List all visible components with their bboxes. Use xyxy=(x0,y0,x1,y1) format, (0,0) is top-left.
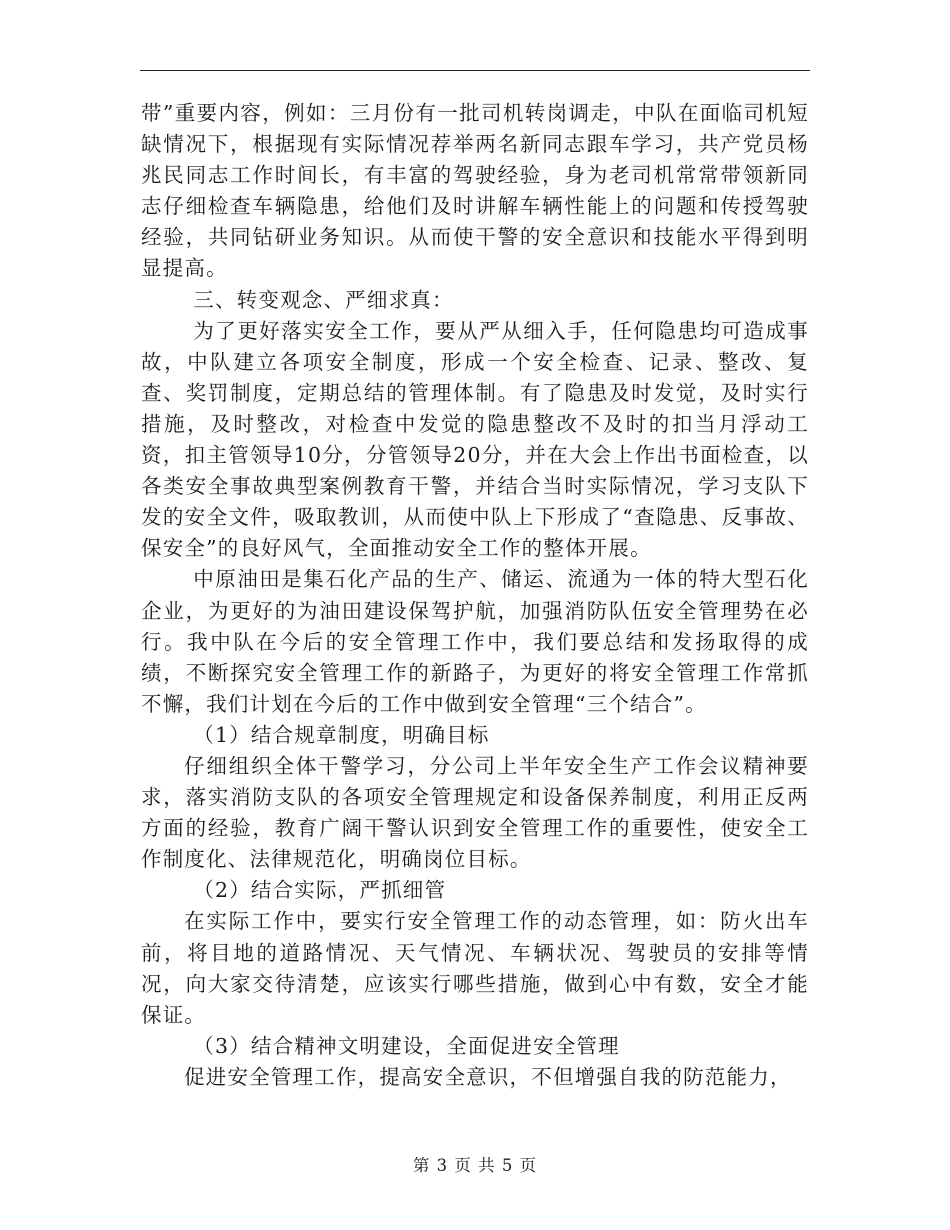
paragraph: 中原油田是集石化产品的生产、储运、流通为一体的特大型石化企业，为更好的为油田建设保驾护航，加强消防队伍安全管理势在必行。我中队在今后的安全管理工作中，我们要总结和发扬取得的成绩，不断探究安全管理工作的新路子，为更好的将安全管理工作常抓不懈，我们计划在今后的工作中做到安全管理“三个结合”。 xyxy=(141,567,809,716)
paragraph: 促进安全管理工作，提高安全意识，不但增强自我的防范能力， xyxy=(184,1064,792,1089)
subheading: （3）结合精神文明建设，全面促进安全管理 xyxy=(193,1033,620,1058)
body-text xyxy=(141,98,809,1093)
subheading: （2）结合实际，严抓细管 xyxy=(193,878,447,903)
header-rule xyxy=(140,70,810,71)
paragraph: 为了更好落实安全工作，要从严从细入手，任何隐患均可造成事故，中队建立各项安全制度，形成一个安全检查、记录、整改、复查、奖罚制度，定期总结的管理体制。有了隐患及时发觉，及时实行措施，及时整改，对检查中发觉的隐患整改不及时的扣当月浮动工资，扣主管领导10分，分管领导20分，并在大会上作出书面检查，以各类安全事故典型案例教育干警，并结合当时实际情况，学习支队下发的安全文件，吸取教训，从而使中队上下形成了“查隐患、反事故、保安全”的良好风气，全面推动安全工作的整体开展。 xyxy=(141,318,809,561)
page-number-footer: 第 3 页 共 5 页 xyxy=(412,1156,538,1175)
paragraph: 仔细组织全体干警学习，分公司上半年安全生产工作会议精神要求，落实消防支队的各项安全管理规定和设备保养制度，利用正反两方面的经验，教育广阔干警认识到安全管理工作的重要性，使安全工作制度化、法律规范化，明确岗位目标。 xyxy=(141,753,809,872)
paragraph-continuation: 带”重要内容，例如：三月份有一批司机转岗调走，中队在面临司机短缺情况下，根据现有实际情况荐举两名新同志跟车学习，共产党员杨兆民同志工作时间长，有丰富的驾驶经验，身为老司机常常带领新同志仔细检查车辆隐患，给他们及时讲解车辆性能上的问题和传授驾驶经验，共同钻研业务知识。从而使干警的安全意识和技能水平得到明显提高。 xyxy=(141,101,809,281)
subheading: （1）结合规章制度，明确目标 xyxy=(193,722,490,747)
paragraph: 在实际工作中，要实行安全管理工作的动态管理，如：防火出车前，将目地的道路情况、天气情况、车辆状况、驾驶员的安排等情况，向大家交待清楚，应该实行哪些措施，做到心中有数，安全才能保证。 xyxy=(141,909,809,1027)
section-heading: 三、转变观念、严细求真： xyxy=(193,287,454,312)
